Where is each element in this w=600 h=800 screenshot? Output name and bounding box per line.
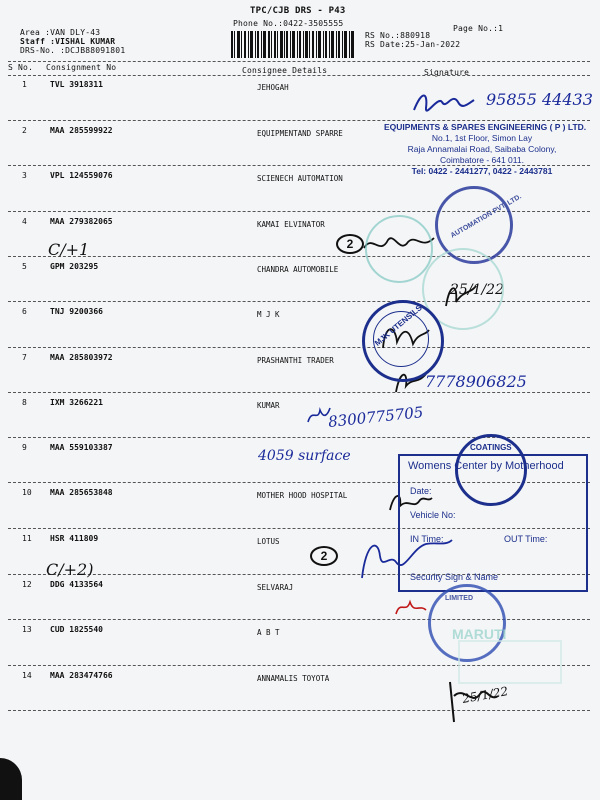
rs-date: RS Date:25-Jan-2022: [365, 40, 461, 49]
row-divider: [8, 256, 590, 257]
row-consignee: MOTHER HOOD HOSPITAL: [257, 491, 348, 500]
row-consignee: KAMAI ELVINATOR: [257, 220, 325, 229]
row-sno: 3: [22, 171, 27, 180]
row-consignment: MAA 559103387: [50, 443, 113, 452]
stamp-text: MJK UTENSILS: [372, 303, 424, 348]
row-consignee: CHANDRA AUTOMOBILE: [257, 265, 339, 274]
row-sno: 8: [22, 398, 27, 407]
signature-row1: [408, 88, 478, 122]
equipments-company-stamp: [384, 122, 587, 177]
row-consignment: IXM 3266221: [50, 398, 103, 407]
row-sno: 7: [22, 353, 27, 362]
row-consignment: MAA 285599922: [50, 126, 113, 135]
row-consignee: SELVARAJ: [257, 583, 294, 592]
header-divider-bottom: [8, 75, 590, 76]
row-sno: 9: [22, 443, 27, 452]
row-divider: [8, 392, 590, 393]
phone-number: Phone No.:0422-3505555: [233, 19, 344, 28]
row-consignment: MAA 285803972: [50, 353, 113, 362]
col-consignee-header: Consignee Details: [242, 66, 328, 75]
row-sno: 11: [22, 534, 32, 543]
circled-number-row11: 2: [310, 546, 338, 566]
handwritten-phone-row7: 7778906825: [425, 372, 527, 391]
row-sno: 10: [22, 488, 32, 497]
header-divider-top: [8, 61, 590, 62]
row-consignee: PRASHANTHI TRADER: [257, 356, 334, 365]
stamp-title: Womens Center by Motherhood: [408, 460, 564, 472]
row-consignee: M J K: [257, 310, 280, 319]
drs-number: DRS-No. :DCJB88091801: [20, 46, 126, 55]
circled-number-row4: 2: [336, 234, 364, 254]
page-number: Page No.:1: [453, 24, 504, 33]
row-consignment: HSR 411809: [50, 534, 99, 543]
col-signature-header: Signature: [424, 68, 470, 77]
row-consignment: TNJ 9200366: [50, 307, 103, 316]
row-divider: [8, 120, 590, 121]
womens-center-stamp: [398, 454, 588, 592]
stamp-date-label: Date:: [410, 486, 432, 496]
row-divider: [8, 347, 590, 348]
row-consignee: ANNAMALIS TOYOTA: [257, 674, 330, 683]
handwritten-date-row14: 25/1/22: [461, 684, 510, 706]
row-consignment: TVL 3918311: [50, 80, 103, 89]
row-consignee: KUMAR: [257, 401, 280, 410]
row-sno: 4: [22, 217, 27, 226]
stamp-text: AUTOMATION PVT. LTD.: [449, 193, 523, 240]
stamp-in-time-label: IN Time:: [410, 534, 444, 544]
row-consignment: DDG 4133564: [50, 580, 103, 589]
stamp-vehicle-label: Vehicle No:: [410, 510, 456, 520]
row-sno: 2: [22, 126, 27, 135]
row-sno: 1: [22, 80, 27, 89]
staff-label: Staff :VISHAL KUMAR: [20, 37, 116, 46]
row-sno: 6: [22, 307, 27, 316]
row-consignment: VPL 124559076: [50, 171, 113, 180]
row-consignment: MAA 285653848: [50, 488, 113, 497]
row-consignee: LOTUS: [257, 537, 280, 546]
col-consignment-header: Consignment No: [46, 63, 117, 72]
maruti-stamp-text: MARUTI: [452, 626, 507, 642]
rs-number: RS No.:880918: [365, 31, 431, 40]
row-sno: 5: [22, 262, 27, 271]
stamp-out-time-label: OUT Time:: [504, 534, 548, 544]
handwritten-phone-row1: 95855 44433: [486, 90, 593, 109]
document-title: TPC/CJB DRS - P43: [250, 6, 346, 16]
handwritten-date-row6: 25/1/22: [450, 282, 504, 298]
handwritten-phone-row8: 8300775705: [327, 403, 425, 431]
stamp-line: EQUIPMENTS & SPARES ENGINEERING ( P ) LTD.: [384, 122, 587, 132]
stamp-text: LIMITED: [445, 595, 473, 602]
row-consignment: MAA 283474766: [50, 671, 113, 680]
handwritten-note-row5: C/+1: [48, 240, 90, 259]
scan-corner-shadow: [0, 758, 22, 800]
col-sno-header: S No.: [8, 63, 34, 72]
row-consignment: CUD 1825540: [50, 625, 103, 634]
faded-round-stamp: [365, 215, 433, 283]
barcode: [231, 31, 355, 58]
signature-row8: [306, 404, 332, 426]
row-sno: 12: [22, 580, 32, 589]
row-consignee: JEHOGAH: [257, 83, 289, 92]
row-sno: 13: [22, 625, 32, 634]
stamp-security-label: Security Sign & Name: [410, 572, 499, 582]
signature-row12: [392, 596, 432, 620]
row-consignment: MAA 279382065: [50, 217, 113, 226]
row-consignment: GPM 203295: [50, 262, 99, 271]
stamp-line: Tel: 0422 - 2441277, 0422 - 2443781: [411, 166, 553, 176]
stamp-line: Coimbatore - 641 011.: [440, 155, 524, 165]
row-consignee: SCIENECH AUTOMATION: [257, 174, 343, 183]
stamp-line: No.1, 1st Floor, Simon Lay: [431, 133, 533, 143]
area-label: Area :VAN DLY-43: [20, 28, 101, 37]
handwritten-note-row9: 4059 surface: [258, 448, 351, 464]
row-consignee: A B T: [257, 628, 280, 637]
row-divider: [8, 301, 590, 302]
row-consignee: EQUIPMENTAND SPARRE: [257, 129, 343, 138]
row-sno: 14: [22, 671, 32, 680]
stamp-line: Raja Annamalai Road, Saibaba Colony,: [407, 144, 557, 154]
mjk-utensils-stamp: [362, 300, 444, 382]
handwritten-note-row12: C/+2): [46, 560, 94, 579]
stamp-text: COATINGS: [470, 443, 512, 452]
faded-rect-stamp: [458, 640, 562, 684]
